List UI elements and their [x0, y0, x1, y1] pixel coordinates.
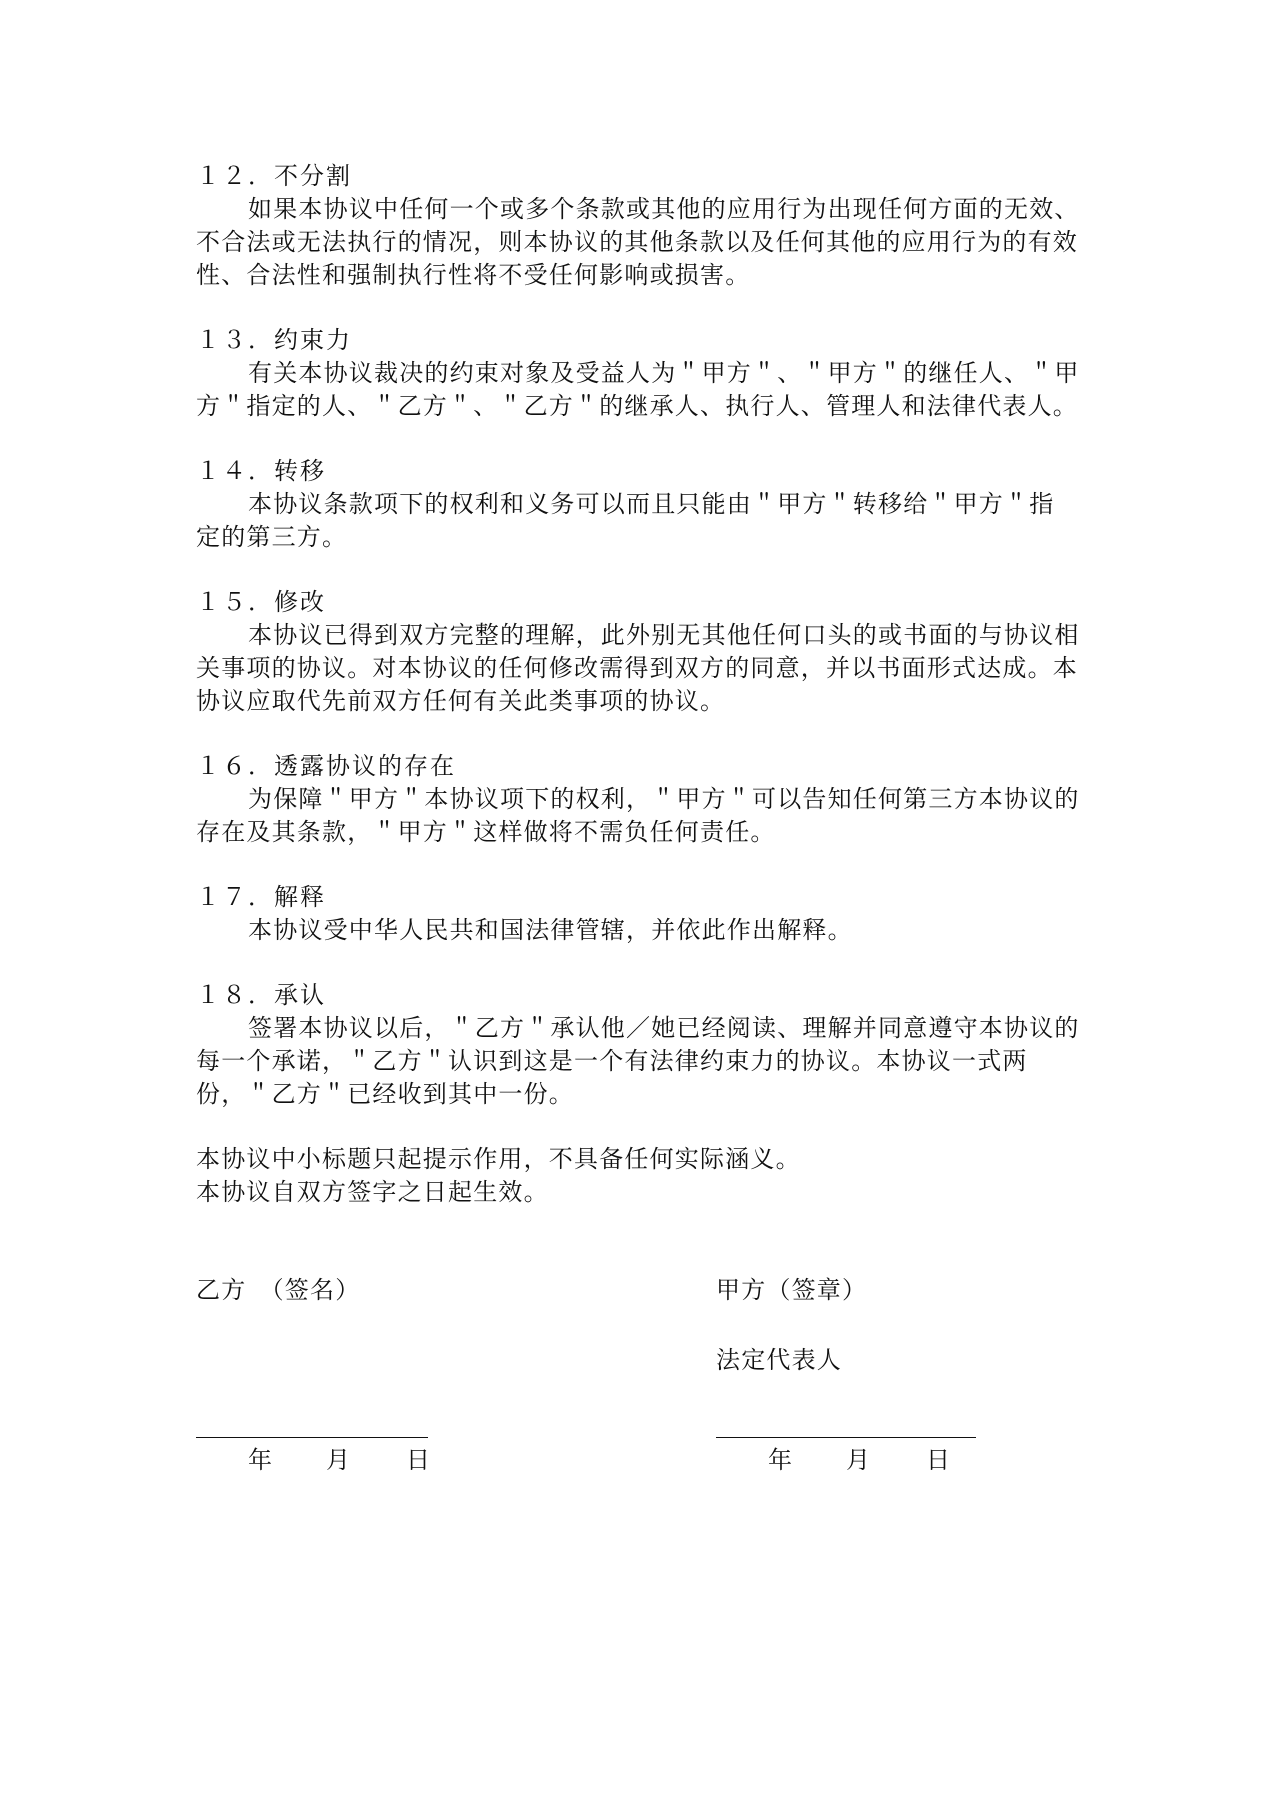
date-year-label: 年 [768, 1446, 792, 1474]
clause-text: 份，＂乙方＂已经收到其中一份。 [196, 1080, 574, 1108]
clause-text: 方＂指定的人、＂乙方＂、＂乙方＂的继承人、执行人、管理人和法律代表人。 [196, 392, 1078, 420]
clause-text: 如果本协议中任何一个或多个条款或其他的应用行为出现任何方面的无效、 [248, 195, 1080, 223]
closing-note: 本协议自双方签字之日起生效。 [196, 1178, 549, 1206]
date-year-label: 年 [248, 1446, 272, 1474]
clause-text: 本协议条款项下的权利和义务可以而且只能由＂甲方＂转移给＂甲方＂指 [248, 490, 1055, 518]
clause-text: 为保障＂甲方＂本协议项下的权利，＂甲方＂可以告知任何第三方本协议的 [248, 785, 1080, 813]
clause-14 [196, 455, 1096, 554]
clause-13 [196, 324, 1096, 423]
clause-17 [196, 881, 1096, 947]
date-day-label: 日 [406, 1446, 430, 1474]
date-day-label: 日 [926, 1446, 950, 1474]
clause-18 [196, 979, 1096, 1111]
clause-12 [196, 160, 1096, 292]
clause-heading: １６．透露协议的存在 [196, 752, 456, 780]
closing-note: 本协议中小标题只起提示作用，不具备任何实际涵义。 [196, 1145, 801, 1173]
clause-text: 本协议受中华人民共和国法律管辖，并依此作出解释。 [248, 916, 853, 944]
date-month-label: 月 [326, 1446, 350, 1474]
clause-text: 本协议已得到双方完整的理解，此外别无其他任何口头的或书面的与协议相 [248, 621, 1080, 649]
clause-text: 不合法或无法执行的情况，则本协议的其他条款以及任何其他的应用行为的有效 [196, 228, 1078, 256]
clause-text: 关事项的协议。对本协议的任何修改需得到双方的同意，并以书面形式达成。本 [196, 654, 1078, 682]
clause-heading: １３．约束力 [196, 326, 352, 354]
clause-text: 性、合法性和强制执行性将不受任何影响或损害。 [196, 261, 751, 289]
clause-heading: １５．修改 [196, 588, 326, 616]
closing-notes [196, 1143, 1096, 1209]
clause-text: 协议应取代先前双方任何有关此类事项的协议。 [196, 687, 726, 715]
clause-heading: １２．不分割 [196, 162, 352, 190]
clause-15 [196, 586, 1096, 718]
clause-text: 签署本协议以后，＂乙方＂承认他／她已经阅读、理解并同意遵守本协议的 [248, 1014, 1080, 1042]
clause-heading: １８．承认 [196, 981, 326, 1009]
legal-representative-label: 法定代表人 [716, 1346, 842, 1374]
date-month-label: 月 [846, 1446, 870, 1474]
clause-heading: １４．转移 [196, 457, 326, 485]
party-a-signature-line [716, 1437, 976, 1438]
clause-heading: １７．解释 [196, 883, 326, 911]
clause-text: 有关本协议裁决的约束对象及受益人为＂甲方＂、＂甲方＂的继任人、＂甲 [248, 359, 1080, 387]
agreement-body [196, 160, 1096, 1209]
party-a-seal-label: 甲方（签章） [716, 1276, 868, 1304]
clause-text: 存在及其条款，＂甲方＂这样做将不需负任何责任。 [196, 818, 776, 846]
party-b-signature-line [196, 1437, 428, 1438]
clause-text: 定的第三方。 [196, 523, 348, 551]
clause-text: 每一个承诺，＂乙方＂认识到这是一个有法律约束力的协议。本协议一式两 [196, 1047, 1028, 1075]
clause-16 [196, 750, 1096, 849]
party-b-signature-label: 乙方 （签名） [196, 1276, 361, 1304]
